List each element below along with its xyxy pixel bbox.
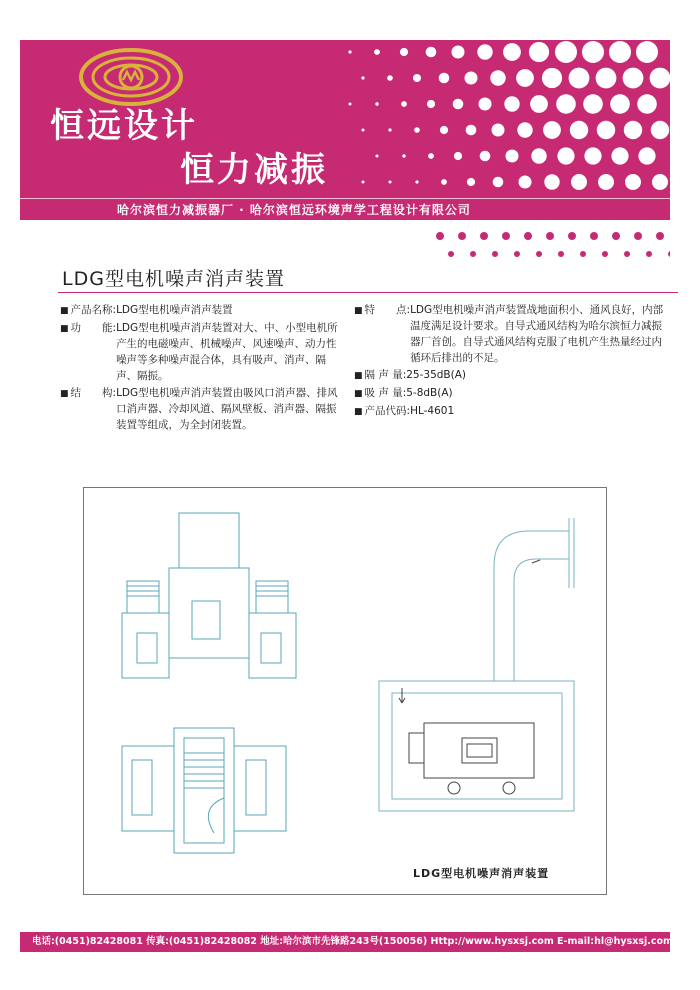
dot-pattern-lower [430,228,670,270]
decor-dot [466,125,477,136]
decor-dot [389,181,392,184]
spec-value: 25-35dB(A) [406,369,466,381]
decor-dot [413,74,421,82]
technical-drawing-frame [83,487,607,895]
decor-dot [454,152,462,160]
plan-view [122,728,286,853]
decor-dot [609,41,631,63]
technical-drawing [84,488,606,894]
decor-dot [400,48,408,56]
spec-value: LDG型电机噪声消声装置战地面积小、通风良好，内部温度满足设计要求。自导式通风结构为哈尔滨恒力减振器厂首创。自导式通风结构克服了电机产生热量经过内循环后排出的不足。 [410,304,664,364]
decor-dot [348,50,351,53]
decor-dot [402,154,405,157]
spec-item [354,367,664,384]
spec-value: LDG型电机噪声消声装置对大、中、小型电机所产生的电磁噪声、机械噪声、风速噪声、动力性噪声等多种噪声混合体，具有吸声、消声、隔声、隔振。 [116,322,338,382]
decor-dot [610,94,630,114]
decor-dot [650,68,670,89]
product-title: LDG型电机噪声消声装置 [62,268,285,290]
decor-dot [582,41,604,63]
contact-info: 电话:(0451)82428081 传真:(0451)82428082 地址:哈尔滨市先锋路243号(150056) Http://www.hysxsj.com E-mail:hl@hysxsj.com [32,936,673,947]
decor-dot [470,251,476,257]
spec-item [354,403,664,420]
decor-dot [376,155,379,158]
decor-dot [362,181,365,184]
decor-dot [557,147,574,164]
spec-key: ■ 吸 声 量: [354,385,406,402]
decor-dot [448,251,454,257]
decor-dot [517,122,532,137]
decor-dot [492,124,505,137]
decor-dot [514,251,520,257]
spec-column-left [60,302,340,434]
decor-dot [458,232,466,240]
decor-dot [542,68,562,88]
decor-dot [597,121,615,139]
spec-value: 5-8dB(A) [406,387,453,399]
decor-dot [571,174,587,190]
spec-key: ■ 产品名称: [60,302,116,319]
decor-dot [388,128,391,131]
decor-dot [414,127,420,133]
spec-column-right [354,302,664,421]
decor-dot [555,41,577,63]
decor-dot [623,68,644,89]
decor-dot [544,174,559,189]
decor-dot [441,179,447,185]
spec-value: LDG型电机噪声消声装置由吸风口消声器、排风口消声器、冷却风道、隔风壁板、消声器、隔振装置等组成，为全封闭装置。 [116,387,338,431]
decor-dot [467,178,475,186]
decor-dot [503,43,521,61]
spec-key: ■ 产品代码: [354,403,410,420]
section-view [379,518,574,811]
decor-dot [479,98,492,111]
decor-dot [668,251,670,257]
decor-dot [536,251,542,257]
spec-item [60,302,340,319]
decor-dot [651,121,669,139]
drawing-caption: LDG型电机噪声消声装置 [413,867,550,880]
decor-dot [374,49,380,55]
decor-dot [401,101,407,107]
decor-dot [465,72,478,85]
decor-dot [493,177,504,188]
decor-dot [492,251,498,257]
decor-dot [480,232,488,240]
spec-key: ■ 特 点: [354,302,410,366]
decor-dot [583,94,603,114]
decor-dot [349,103,352,106]
decor-dot [568,232,576,240]
decor-dot [531,148,546,163]
decor-dot [529,42,549,62]
decor-dot [452,46,465,59]
spec-key: ■ 功 能: [60,320,116,384]
decor-dot [637,94,657,114]
decor-dot [502,232,510,240]
header-banner [20,40,670,220]
decor-dot [439,73,450,84]
spec-item [354,385,664,402]
decor-dot [361,76,364,79]
decor-dot [477,44,492,59]
footer-contact-bar [20,932,673,952]
decor-dot [415,180,418,183]
decor-dot [558,251,564,257]
decor-dot [624,251,630,257]
spec-value: LDG型电机噪声消声装置 [116,304,233,316]
decor-dot [624,121,642,139]
decor-dot [636,41,658,63]
title-divider [58,292,678,293]
decor-dot [427,100,435,108]
decor-dot [504,96,519,111]
company-names: 哈尔滨恒力减振器厂 · 哈尔滨恒远环境声学工程设计有限公司 [117,203,471,217]
decor-dot [596,68,617,89]
spec-key: ■ 结 构: [60,385,116,433]
decor-dot [584,147,601,164]
decor-dot [598,174,614,190]
decor-dot [556,94,576,114]
decor-dot [519,176,532,189]
decor-dot [436,232,444,240]
decor-dot [387,75,393,81]
slogan-line-2: 恒力减振 [180,150,328,190]
spec-item [60,385,340,433]
decor-dot [375,102,378,105]
decor-dot [506,150,519,163]
decor-dot [362,129,365,132]
decor-dot [611,147,628,164]
decor-dot [652,174,668,190]
decor-dot [546,232,554,240]
decor-dot [490,70,505,85]
spec-item [354,302,664,366]
decor-dot [580,251,586,257]
spec-item [60,320,340,384]
decor-dot [569,68,590,89]
decor-dot [453,99,464,110]
decor-dot [480,151,491,162]
decor-dot [543,121,561,139]
decor-dot [570,121,588,139]
decor-dot [638,147,655,164]
decor-dot [524,232,532,240]
company-bar [20,198,670,220]
spec-key: ■ 隔 声 量: [354,367,406,384]
decor-dot [612,232,620,240]
decor-dot [656,232,664,240]
decor-dot [646,251,652,257]
spec-value: HL-4601 [410,405,455,417]
decor-dot [634,232,642,240]
decor-dot [530,95,548,113]
decor-dot [590,232,598,240]
decor-dot [516,69,534,87]
front-elevation-view [122,513,296,678]
slogan-line-1: 恒远设计 [50,106,198,146]
decor-dot [625,174,641,190]
decor-dot [440,126,448,134]
decor-dot [602,251,608,257]
decor-dot [428,153,434,159]
decor-dot [426,47,437,58]
